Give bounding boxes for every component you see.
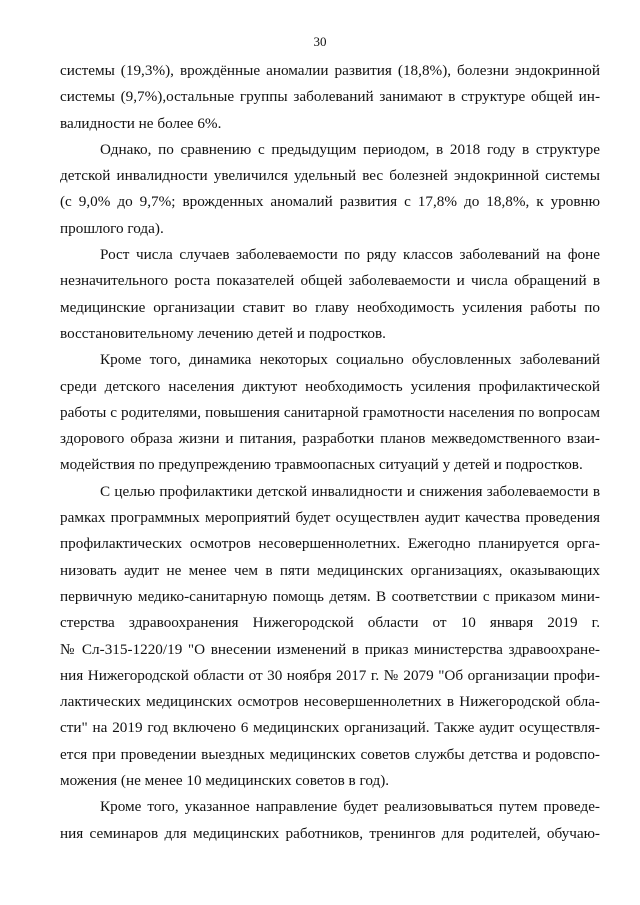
text-line: работы с родителями, повышения санитарной грамотности населения по вопросам	[60, 403, 600, 421]
page-number: 30	[313, 34, 327, 49]
text-line: детской инвалидности увеличился удельный вес болезней эндокринной системы	[60, 167, 600, 185]
text-line: Однако, по сравнению с предыдущим периодом, в 2018 году в структуре	[100, 140, 600, 158]
text-line: стерства здравоохранения Нижегородской области от 10 января 2019 г.	[60, 614, 600, 632]
text-line: Кроме того, динамика некоторых социально обусловленных заболеваний	[100, 351, 600, 369]
text-line: ется при проведении выездных медицинских советов службы детства и родовспо-	[60, 745, 600, 763]
text-line: можения (не менее 10 медицинских советов в год).	[60, 772, 390, 790]
text-line: лактических медицинских осмотров несовершеннолетних в Нижегородской обла-	[60, 693, 600, 711]
text-line: валидности не более 6%.	[60, 114, 222, 132]
text-line: системы (9,7%),остальные группы заболеваний занимают в структуре общей ин-	[60, 88, 600, 106]
text-line: профилактических осмотров несовершеннолетних. Ежегодно планируется орга-	[60, 535, 600, 553]
paragraph	[60, 794, 600, 847]
text-line: системы (19,3%), врождённые аномалии развития (18,8%), болезни эндокринной	[60, 62, 600, 79]
text-line: Кроме того, указанное направление будет реализовываться путем проведе-	[100, 798, 600, 816]
text-line: здорового образа жизни и питания, разработки планов межведомственного взаи-	[60, 430, 600, 448]
text-line: С целью профилактики детской инвалидности и снижения заболеваемости в	[100, 482, 600, 500]
text-line: рамках программных мероприятий будет осуществлен аудит качества проведения	[60, 509, 600, 527]
paragraph	[60, 347, 600, 478]
paragraph	[60, 137, 600, 242]
body-text	[60, 58, 600, 847]
text-line: сти" на 2019 год включено 6 медицинских организаций. Также аудит осуществля-	[60, 719, 600, 737]
text-line: первичную медико-санитарную помощь детям. В соответствии с приказом мини-	[60, 587, 600, 605]
text-line: (с 9,0% до 9,7%; врожденных аномалий развития с 17,8% до 18,8%, к уровню	[60, 193, 600, 211]
text-line: незначительного роста показателей общей заболеваемости и числа обращений в	[60, 272, 600, 290]
paragraph	[60, 479, 600, 795]
text-line: Рост числа случаев заболеваемости по ряду классов заболеваний на фоне	[100, 246, 600, 264]
text-line: среди детского населения диктуют необходимость усиления профилактической	[60, 377, 600, 395]
text-line: медицинские организации ставит во главу необходимость усиления работы по	[60, 298, 600, 316]
paragraph	[60, 58, 600, 137]
text-line: модействия по предупреждению травмоопасных ситуаций у детей и подростков.	[60, 456, 583, 474]
text-line: прошлого года).	[60, 219, 164, 237]
text-line: № Сл-315-1220/19 "О внесении изменений в приказ министерства здравоохране-	[60, 640, 600, 658]
text-line: низовать аудит не менее чем в пяти медицинских организациях, оказывающих	[60, 561, 600, 579]
text-line: восстановительному лечению детей и подростков.	[60, 324, 386, 342]
text-line: ния семинаров для медицинских работников, тренингов для родителей, обучаю-	[60, 824, 600, 842]
text-line: ния Нижегородской области от 30 ноября 2017 г. № 2079 "Об организации профи-	[60, 666, 600, 684]
paragraph	[60, 242, 600, 347]
